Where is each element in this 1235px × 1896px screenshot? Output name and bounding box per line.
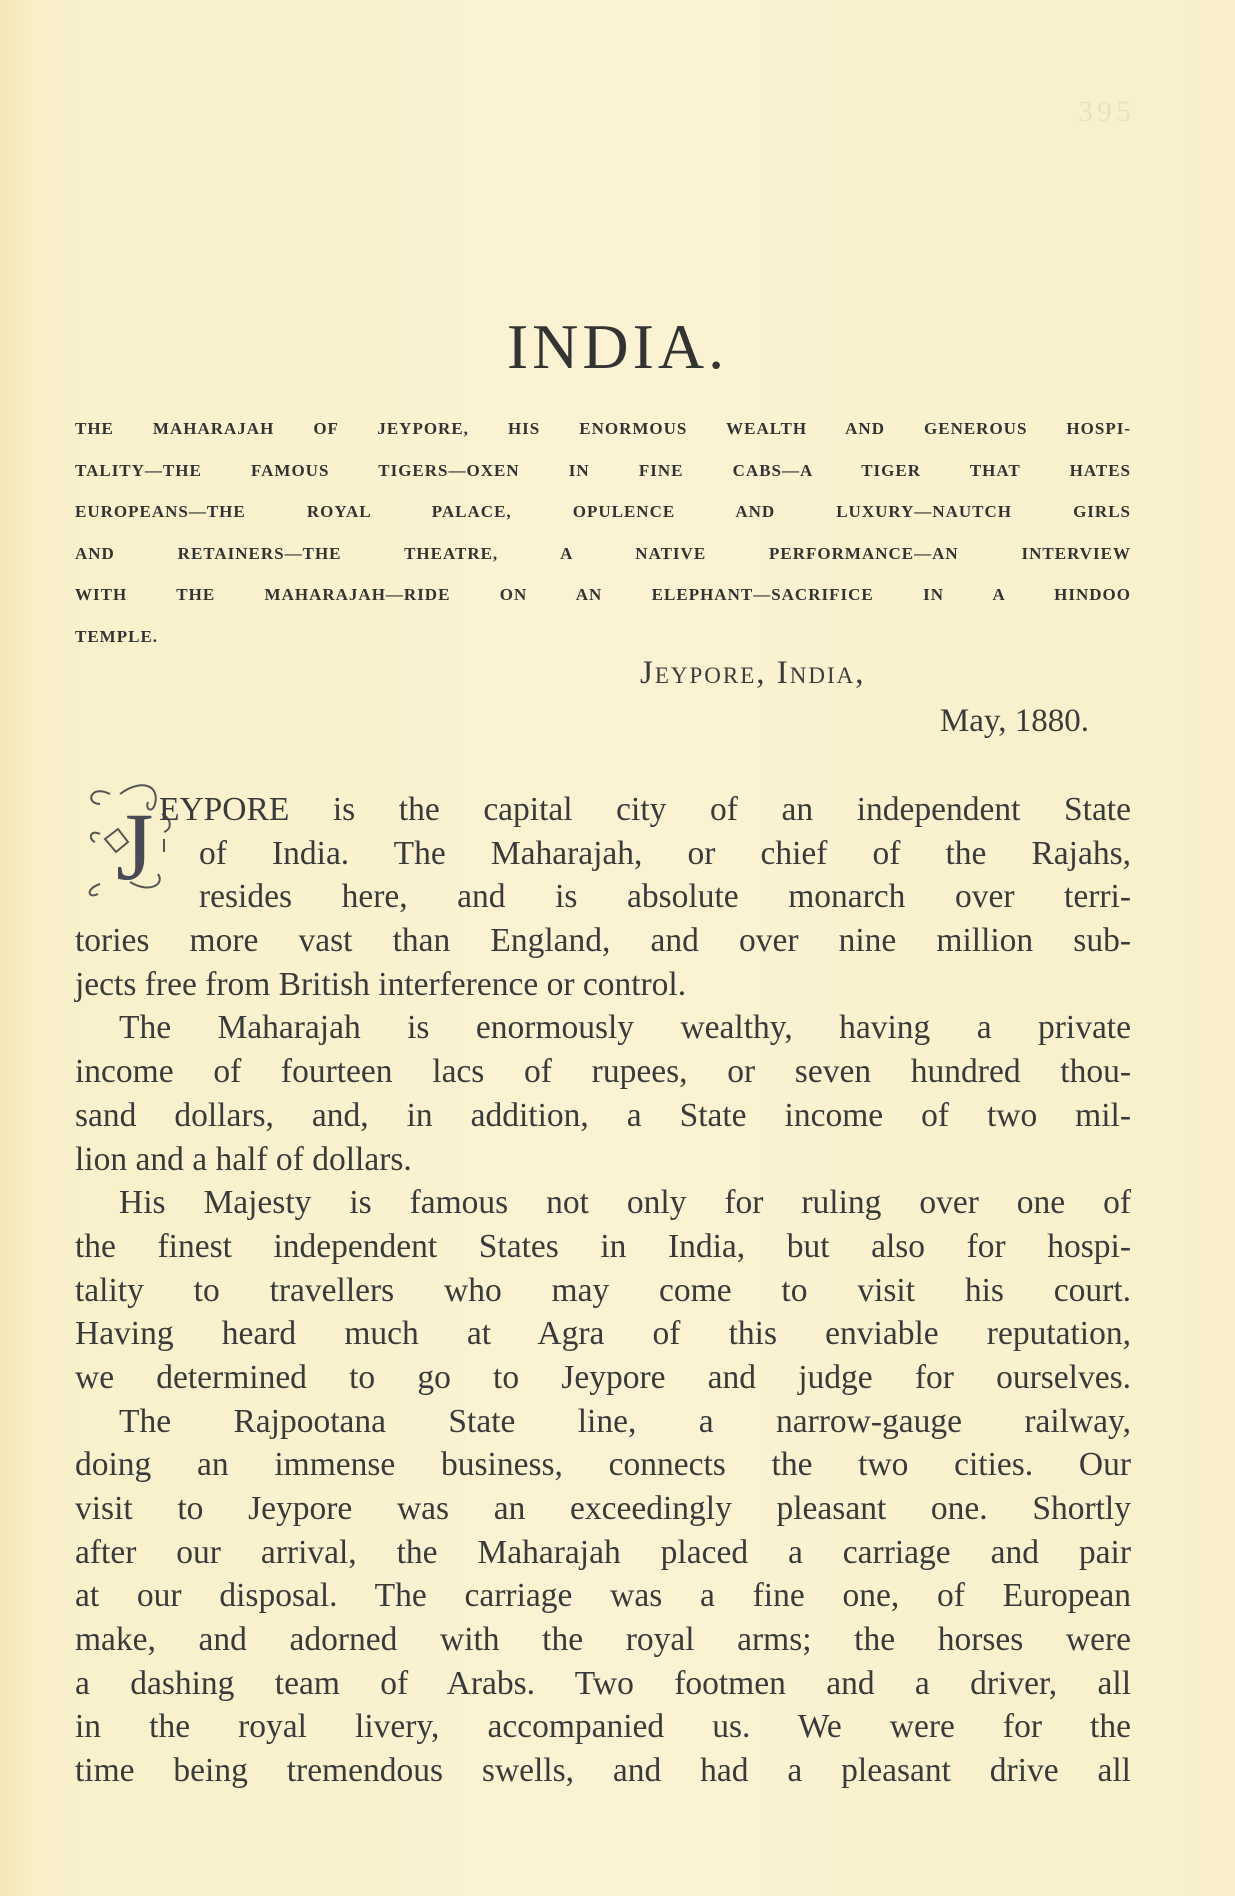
- text-line: tories more vast than England, and over nine million sub-: [75, 922, 1131, 960]
- text-line: jects free from British interference or control.: [75, 965, 687, 1003]
- dateline-place: Jeypore, India,: [640, 655, 866, 691]
- summary-line: EUROPEANS—THE ROYAL PALACE, OPULENCE AND LUXURY—NAUTCH GIRLS: [75, 502, 1131, 521]
- text-line: The Maharajah is enormously wealthy, having a private: [119, 1009, 1131, 1047]
- text-line: make, and adorned with the royal arms; the horses were: [75, 1621, 1131, 1659]
- text-line: we determined to go to Jeypore and judge for ourselves.: [75, 1358, 1131, 1396]
- text-line: lion and a half of dollars.: [75, 1140, 412, 1178]
- chapter-title: INDIA.: [506, 311, 729, 382]
- text-line: tality to travellers who may come to visit his court.: [75, 1271, 1131, 1309]
- text-line: doing an immense business, connects the two cities. Our: [75, 1446, 1131, 1484]
- text-line: time being tremendous swells, and had a pleasant drive all: [75, 1752, 1131, 1790]
- text-line: EYPORE is the capital city of an independent State: [159, 791, 1131, 828]
- text-line: His Majesty is famous not only for ruling over one of: [119, 1184, 1131, 1222]
- text-line: of India. The Maharajah, or chief of the Rajahs,: [199, 834, 1131, 872]
- text-line: sand dollars, and, in addition, a State income of two mil-: [75, 1096, 1131, 1134]
- text-line: visit to Jeypore was an exceedingly pleasant one. Shortly: [75, 1490, 1131, 1527]
- drop-cap-letter: J: [116, 793, 154, 900]
- body-text: [75, 788, 1131, 1793]
- summary-line: TEMPLE.: [75, 626, 159, 646]
- dateline-date: May, 1880.: [939, 703, 1089, 739]
- summary-line: THE MAHARAJAH OF JEYPORE, HIS ENORMOUS WEALTH AND GENEROUS HOSPI-: [75, 419, 1131, 438]
- summary-line: TALITY—THE FAMOUS TIGERS—OXEN IN FINE CABS—A TIGER THAT HATES: [75, 460, 1131, 480]
- text-line: in the royal livery, accompanied us. We were for the: [75, 1708, 1131, 1746]
- text-line: the finest independent States in India, but also for hospi-: [75, 1227, 1131, 1265]
- text-line: The Rajpootana State line, a narrow-gauge railway,: [119, 1402, 1131, 1440]
- summary-line: AND RETAINERS—THE THEATRE, A NATIVE PERFORMANCE—AN INTERVIEW: [75, 543, 1131, 563]
- summary-line: WITH THE MAHARAJAH—RIDE ON AN ELEPHANT—SACRIFICE IN A HINDOO: [75, 585, 1131, 604]
- text-line: a dashing team of Arabs. Two footmen and a driver, all: [75, 1664, 1131, 1702]
- text-line: resides here, and is absolute monarch over terri-: [199, 878, 1131, 916]
- text-line: after our arrival, the Maharajah placed a carriage and pair: [75, 1533, 1131, 1571]
- chapter-summary: [75, 408, 1131, 657]
- ghost-page-number: 395: [1078, 95, 1135, 128]
- text-line: at our disposal. The carriage was a fine one, of European: [75, 1577, 1131, 1615]
- text-line: Having heard much at Agra of this enviable reputation,: [75, 1315, 1131, 1353]
- text-line: income of fourteen lacs of rupees, or seven hundred thou-: [75, 1053, 1131, 1091]
